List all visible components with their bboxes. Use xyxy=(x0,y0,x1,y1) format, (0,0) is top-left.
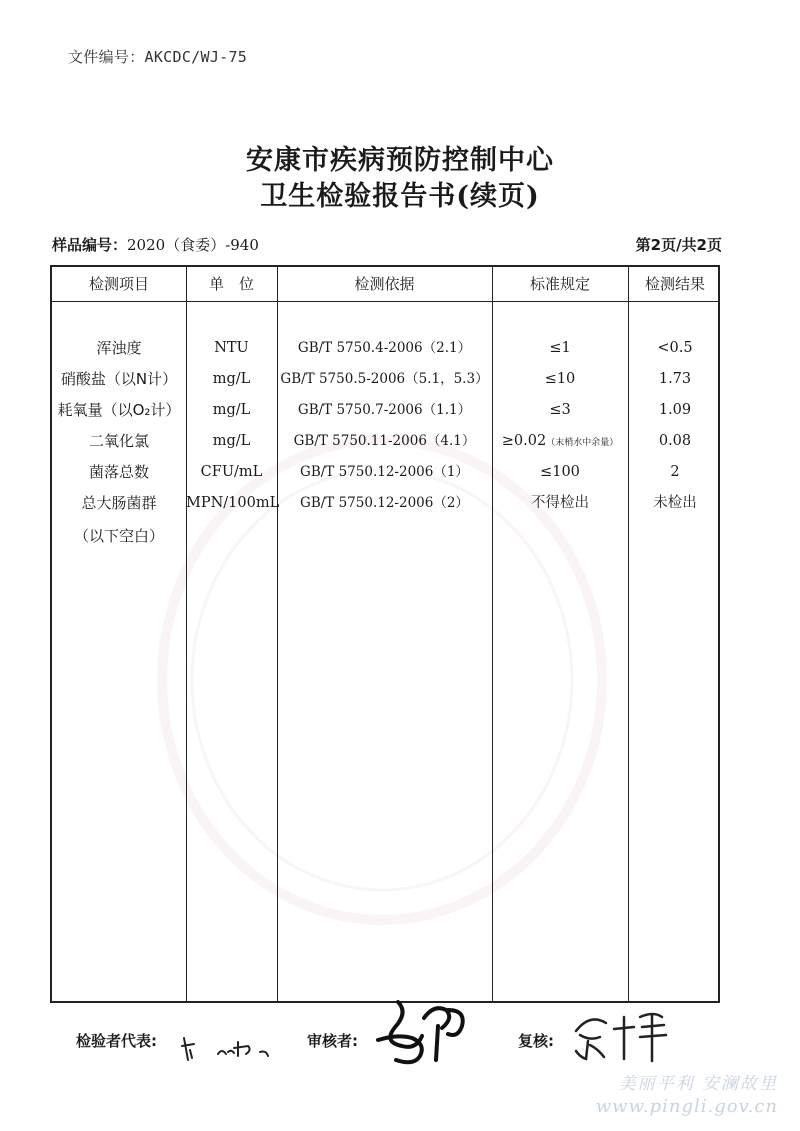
standard-cell: 不得检出 xyxy=(531,495,589,511)
table-row xyxy=(52,457,718,488)
unit-cell: mg/L xyxy=(212,433,251,449)
unit-cell: mg/L xyxy=(212,371,251,387)
reviewer-signature xyxy=(368,996,478,1068)
header-result: 检测结果 xyxy=(644,275,705,293)
watermark-slogan: 美丽平利 安澜故里 xyxy=(618,1074,778,1094)
unit-cell: MPN/100mL xyxy=(186,495,280,511)
unit-cell: NTU xyxy=(214,340,249,356)
document-number: 文件编号：AKCDC/WJ-75 xyxy=(68,48,248,66)
sample-number-label: 样品编号： xyxy=(52,236,128,254)
result-cell: <0.5 xyxy=(657,340,693,356)
standard-cell: ≤3 xyxy=(549,402,571,418)
item-cell: 二氧化氯 xyxy=(88,432,149,450)
header-unit: 单 位 xyxy=(208,275,254,293)
standard-cell xyxy=(492,426,628,457)
inspector-signature xyxy=(178,1028,283,1068)
item-cell: 浑浊度 xyxy=(96,339,142,357)
document-subtitle: 卫生检验报告书(续页) xyxy=(260,181,540,212)
table-row xyxy=(52,488,718,519)
result-cell: 0.08 xyxy=(658,433,692,449)
standard-cell: ≤10 xyxy=(544,371,576,387)
standard-cell: ≤100 xyxy=(540,464,580,480)
inspector-label: 检验者代表: xyxy=(76,1032,157,1050)
reviewer-label: 审核者: xyxy=(307,1032,358,1050)
unit-cell: CFU/mL xyxy=(200,464,263,480)
unit-cell: mg/L xyxy=(212,402,251,418)
sample-number xyxy=(52,234,259,255)
recheck-signature xyxy=(570,1005,670,1065)
site-watermark xyxy=(596,1069,778,1117)
method-cell: GB/T 5750.12-2006（2） xyxy=(300,495,469,511)
method-cell: GB/T 5750.12-2006（1） xyxy=(300,464,469,480)
method-cell: GB/T 5750.11-2006（4.1） xyxy=(293,433,476,449)
table-row xyxy=(52,395,718,426)
method-cell: GB/T 5750.4-2006（2.1） xyxy=(297,340,472,356)
header-method: 检测依据 xyxy=(354,275,415,293)
page-indicator: 第2页/共2页 xyxy=(635,236,722,254)
header-standard: 标准规定 xyxy=(529,275,590,293)
method-cell: GB/T 5750.7-2006（1.1） xyxy=(297,402,472,418)
table-row xyxy=(52,333,718,364)
result-cell: 2 xyxy=(670,464,680,480)
item-cell: 耗氧量（以O₂计） xyxy=(57,401,181,419)
method-cell: GB/T 5750.5-2006（5.1，5.3） xyxy=(280,371,489,387)
sample-number-value: 2020（食委）-940 xyxy=(127,236,259,254)
standard-note: （末梢水中余量） xyxy=(546,438,619,448)
header-divider xyxy=(52,301,718,302)
item-cell: 菌落总数 xyxy=(88,463,149,481)
result-cell: 未检出 xyxy=(653,495,697,511)
table-row xyxy=(52,364,718,395)
item-cell: 总大肠菌群 xyxy=(81,494,157,512)
header-item: 检测项目 xyxy=(88,275,149,293)
item-cell: 硝酸盐（以N计） xyxy=(60,370,178,388)
results-table xyxy=(50,265,720,1003)
result-cell: 1.09 xyxy=(658,402,692,418)
table-row xyxy=(52,426,718,457)
blank-below-note: （以下空白） xyxy=(73,527,164,545)
recheck-label: 复核: xyxy=(518,1032,554,1050)
document-title: 安康市疾病预防控制中心 xyxy=(246,145,554,176)
result-cell: 1.73 xyxy=(658,371,692,387)
watermark-url: www.pingli.gov.cn xyxy=(595,1096,778,1117)
standard-value: ≥0.02 xyxy=(501,433,547,449)
standard-cell: ≤1 xyxy=(549,340,571,356)
